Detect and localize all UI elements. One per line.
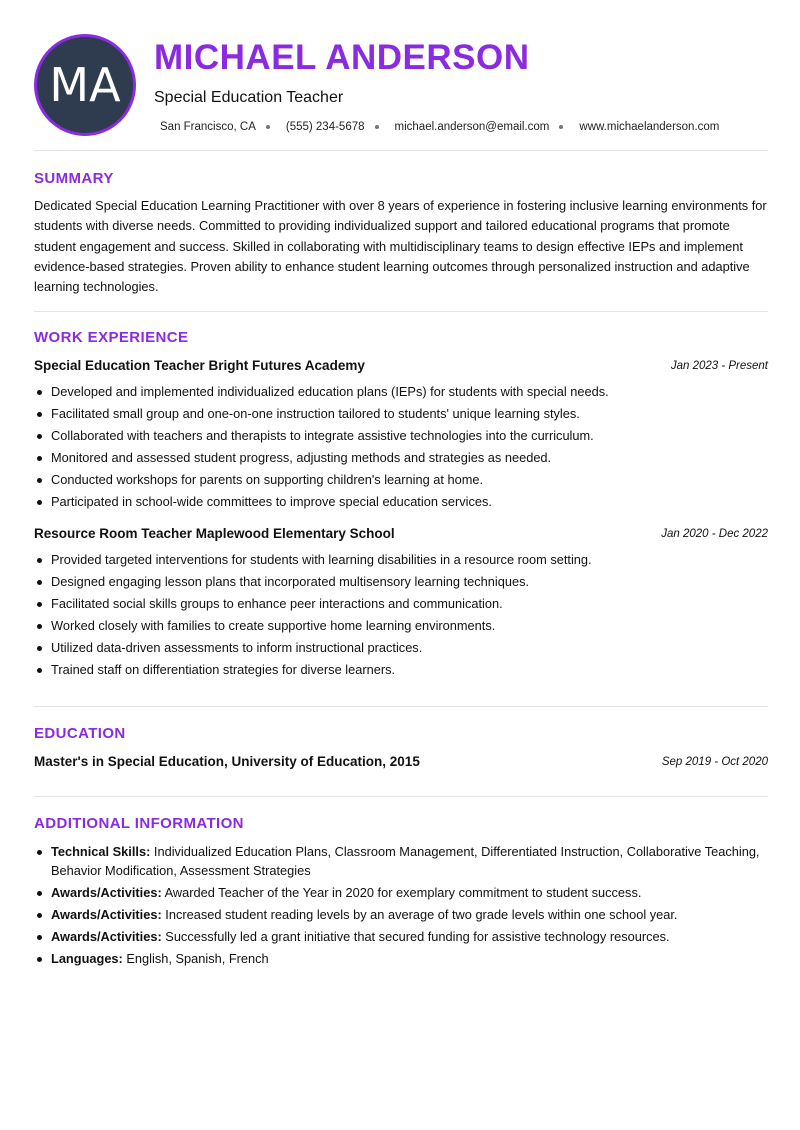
contact-email[interactable]: michael.anderson@email.com [394,121,550,133]
item-label: Awards/Activities: [51,928,162,944]
item-text: Increased student reading levels by an average of two grade levels within one school year. [165,906,678,922]
list-item: Collaborated with teachers and therapists to integrate assistive technologies into the curriculum. [34,428,768,450]
divider [34,311,768,312]
separator-dot-icon [559,125,563,129]
education-heading: EDUCATION [34,725,126,742]
list-item: Worked closely with families to create supportive home learning environments. [34,618,768,640]
list-item [34,843,768,880]
resume-header [34,34,768,138]
divider [34,706,768,707]
job-role: Special Education Teacher Bright Futures Academy [34,358,365,373]
list-item: Provided targeted interventions for students with learning disabilities in a resource room setting. [34,552,768,574]
separator-dot-icon [375,125,379,129]
divider [34,796,768,797]
education-dates: Sep 2019 - Oct 2020 [661,756,768,768]
candidate-name: MICHAEL ANDERSON [154,38,530,77]
contact-phone[interactable]: (555) 234-5678 [285,121,365,133]
summary-text: Dedicated Special Education Learning Practitioner with over 8 years of experience in fostering inclusive learning environments for students with diverse needs. Committed to providing individualized support and tailored educational programs that promote student engagement and success. Skilled in collaborating with multidisciplinary teams to design effective IEPs and implement evidence-based strategies. Proven ability to enhance student learning outcomes through personalized instruction and adaptive learning technologies. [34,198,767,295]
job-bullets [34,552,768,684]
list-item: Trained staff on differentiation strategies for diverse learners. [34,662,768,684]
summary-heading: SUMMARY [34,170,114,187]
job-dates: Jan 2020 - Dec 2022 [661,528,768,540]
education-entry [34,754,768,772]
item-label: Awards/Activities: [51,884,162,900]
list-item [34,950,768,969]
additional-heading: ADDITIONAL INFORMATION [34,815,244,832]
item-text: Individualized Education Plans, Classroom Management, Differentiated Instruction, Collaborative Teaching, Behavior Modification, Assessment Strategies [51,844,760,878]
item-text: Successfully led a grant initiative that secured funding for assistive technology resources. [165,928,670,944]
divider [34,150,768,151]
candidate-title: Special Education Teacher [154,89,344,106]
list-item: Designed engaging lesson plans that incorporated multisensory learning techniques. [34,574,768,596]
job-header [34,526,768,544]
list-item: Facilitated social skills groups to enhance peer interactions and communication. [34,596,768,618]
item-text: English, Spanish, French [126,951,269,966]
list-item: Facilitated small group and one-on-one instruction tailored to students' unique learning styles. [34,406,768,428]
avatar [34,34,136,136]
job-bullets [34,384,768,516]
job-header [34,358,768,376]
avatar-initials: MA [49,58,121,112]
list-item [34,928,768,947]
job-role: Resource Room Teacher Maplewood Elementary School [34,526,395,541]
item-label: Awards/Activities: [51,906,162,922]
item-label: Technical Skills: [51,844,151,859]
list-item [34,884,768,903]
list-item: Participated in school-wide committees to improve special education services. [34,494,768,516]
education-degree: Master's in Special Education, University of Education, 2015 [34,754,420,769]
list-item: Monitored and assessed student progress, adjusting methods and strategies as needed. [34,450,768,472]
contact-location: San Francisco, CA [160,121,256,133]
contact-info [160,121,719,133]
contact-website[interactable]: www.michaelanderson.com [579,121,720,133]
list-item: Developed and implemented individualized education plans (IEPs) for students with special needs. [34,384,768,406]
list-item: Conducted workshops for parents on supporting children's learning at home. [34,472,768,494]
additional-list [34,843,768,972]
list-item: Utilized data-driven assessments to inform instructional practices. [34,640,768,662]
separator-dot-icon [266,125,270,129]
item-label: Languages: [51,951,123,966]
item-text: Awarded Teacher of the Year in 2020 for exemplary commitment to student success. [164,884,642,900]
job-dates: Jan 2023 - Present [670,360,768,372]
list-item [34,906,768,925]
experience-heading: WORK EXPERIENCE [34,329,189,346]
